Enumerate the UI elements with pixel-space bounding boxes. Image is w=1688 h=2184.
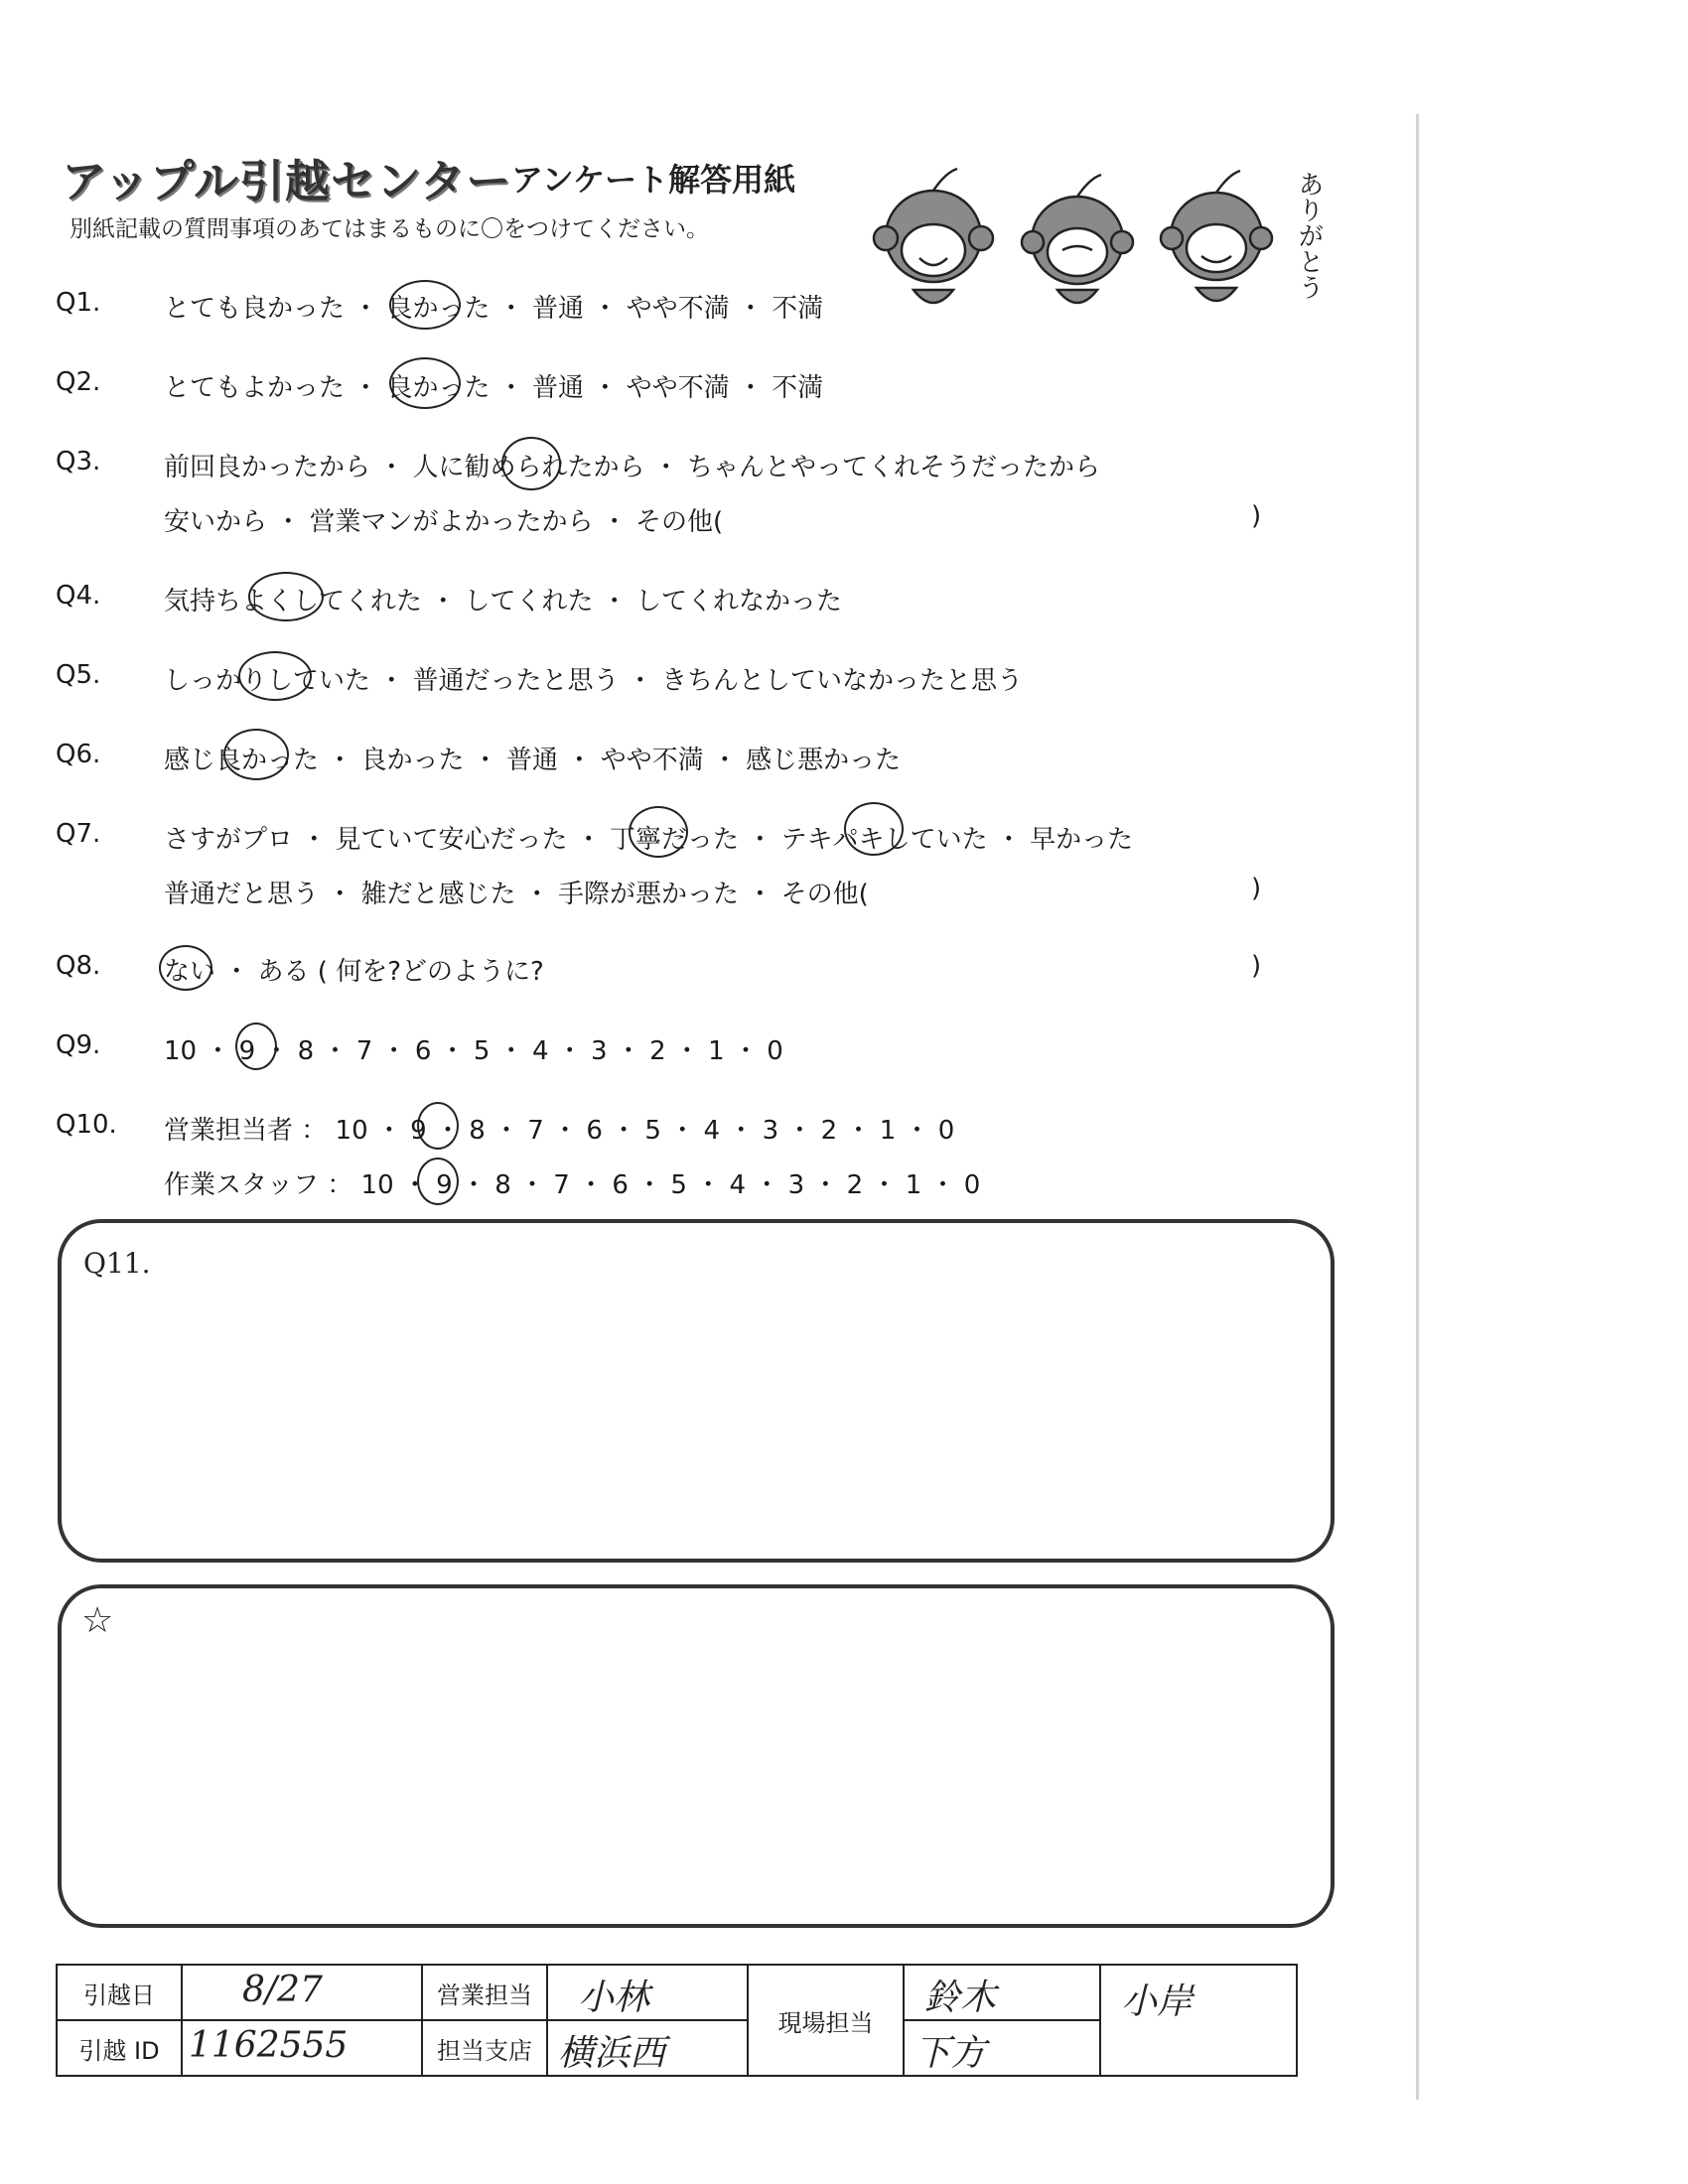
moving-date-cell[interactable] [182,1965,422,2020]
q5-answer-circle [238,651,312,701]
q6-number: Q6. [56,740,101,769]
instruction-text: 別紙記載の質問事項のあてはまるものに〇をつけてください。 [70,216,709,242]
q10-staff-answer-circle [417,1158,459,1205]
q9-number: Q9. [56,1030,101,1060]
q7-close-paren: ) [1251,874,1262,903]
q10-sales-answer-circle [417,1102,459,1150]
q8-options[interactable]: ない ・ ある ( 何を?どのように? [164,957,544,987]
q6-options[interactable]: 感じ良かった ・ 良かった ・ 普通 ・ やや不満 ・ 感じ悪かった [164,746,902,775]
site-cell-3[interactable] [904,2020,1100,2076]
q9-answer-circle [235,1023,277,1070]
page-title: アップル引越センター [62,155,512,207]
scan-edge-line [1416,114,1419,2100]
branch-label: 担当支店 [422,2020,547,2076]
q7-answer-circle-2 [844,802,904,856]
q7-options-line1[interactable]: さすがプロ ・ 見ていて安心だった ・ 丁寧だった ・ テキパキしていた ・ 早かった [164,825,1134,855]
q5-options[interactable]: しっかりしていた ・ 普通だったと思う ・ きちんとしていなかったと思う [164,666,1024,696]
q11-comment-box[interactable] [58,1219,1335,1563]
page-subtitle: アンケート解答用紙 [511,161,796,199]
moving-id-cell[interactable] [182,2020,422,2076]
star-icon: ☆ [81,1600,114,1641]
sales-cell[interactable] [547,1965,748,2020]
moving-date-value: 8/27 [242,1970,323,2010]
q4-number: Q4. [56,581,101,611]
site-value-2: 小岸 [1121,1981,1194,2022]
q8-close-paren: ) [1251,951,1262,981]
q5-number: Q5. [56,660,101,690]
site-cell-1[interactable] [904,1965,1100,2020]
monkey-icon [1022,175,1133,303]
monkey-icon [874,169,993,303]
star-comment-box[interactable] [58,1584,1335,1928]
monkey-icon [1161,171,1272,301]
branch-cell[interactable] [547,2020,748,2076]
site-value-3: 下方 [914,2033,987,2074]
q8-answer-circle [159,945,212,991]
q8-number: Q8. [56,951,101,981]
q9-scale[interactable]: 10 ・ 9 ・ 8 ・ 7 ・ 6 ・ 5 ・ 4 ・ 3 ・ 2 ・ 1 ・ 0 [164,1036,783,1066]
q6-answer-circle [223,729,289,780]
moving-id-value: 1162555 [189,2025,349,2066]
sales-label: 営業担当 [422,1965,547,2020]
site-value-1: 鈴木 [924,1978,997,2018]
q4-options[interactable]: 気持ちよくしてくれた ・ してくれた ・ してくれなかった [164,587,843,616]
sales-value: 小林 [578,1978,650,2018]
q3-number: Q3. [56,447,101,477]
moving-date-label: 引越日 [57,1965,182,2020]
q3-options-line2[interactable]: 安いから ・ 営業マンがよかったから ・ その他( [164,507,724,537]
q10-number: Q10. [56,1110,117,1140]
q3-answer-circle [501,437,561,490]
site-label: 現場担当 [748,1965,904,2076]
q2-options[interactable]: とてもよかった ・ 良かった ・ 普通 ・ やや不満 ・ 不満 [164,373,824,403]
q10-staff-scale[interactable]: 作業スタッフ ： 10 ・ 9 ・ 8 ・ 7 ・ 6 ・ 5 ・ 4 ・ 3 ・ 2 ・ 1 ・ 0 [164,1170,981,1200]
q3-close-paren: ) [1251,501,1262,531]
q2-number: Q2. [56,367,101,397]
q1-options[interactable]: とても良かった ・ 良かった ・ 普通 ・ やや不満 ・ 不満 [164,294,824,324]
q1-number: Q1. [56,288,101,318]
q7-number: Q7. [56,819,101,849]
moving-id-label: 引越 ID [57,2020,182,2076]
q1-answer-circle [389,280,461,330]
mascot-caption: ありがとう [1294,171,1324,300]
mascot-illustration [864,159,1324,328]
footer-info-table [56,1964,1298,2077]
q2-answer-circle [389,357,461,409]
q10-sales-scale[interactable]: 営業担当者 ： 10 ・ 9 ・ 8 ・ 7 ・ 6 ・ 5 ・ 4 ・ 3 ・ 2 ・ 1 ・ 0 [164,1116,955,1146]
q11-label: Q11. [83,1247,151,1280]
q7-answer-circle-1 [629,806,688,858]
branch-value: 横浜西 [558,2033,666,2074]
site-cell-2[interactable] [1100,1965,1297,2076]
q7-options-line2[interactable]: 普通だと思う ・ 雑だと感じた ・ 手際が悪かった ・ その他( [164,880,869,909]
q4-answer-circle [248,572,324,621]
q3-options-line1[interactable]: 前回良かったから ・ 人に勧められたから ・ ちゃんとやってくれそうだったから [164,453,1101,482]
